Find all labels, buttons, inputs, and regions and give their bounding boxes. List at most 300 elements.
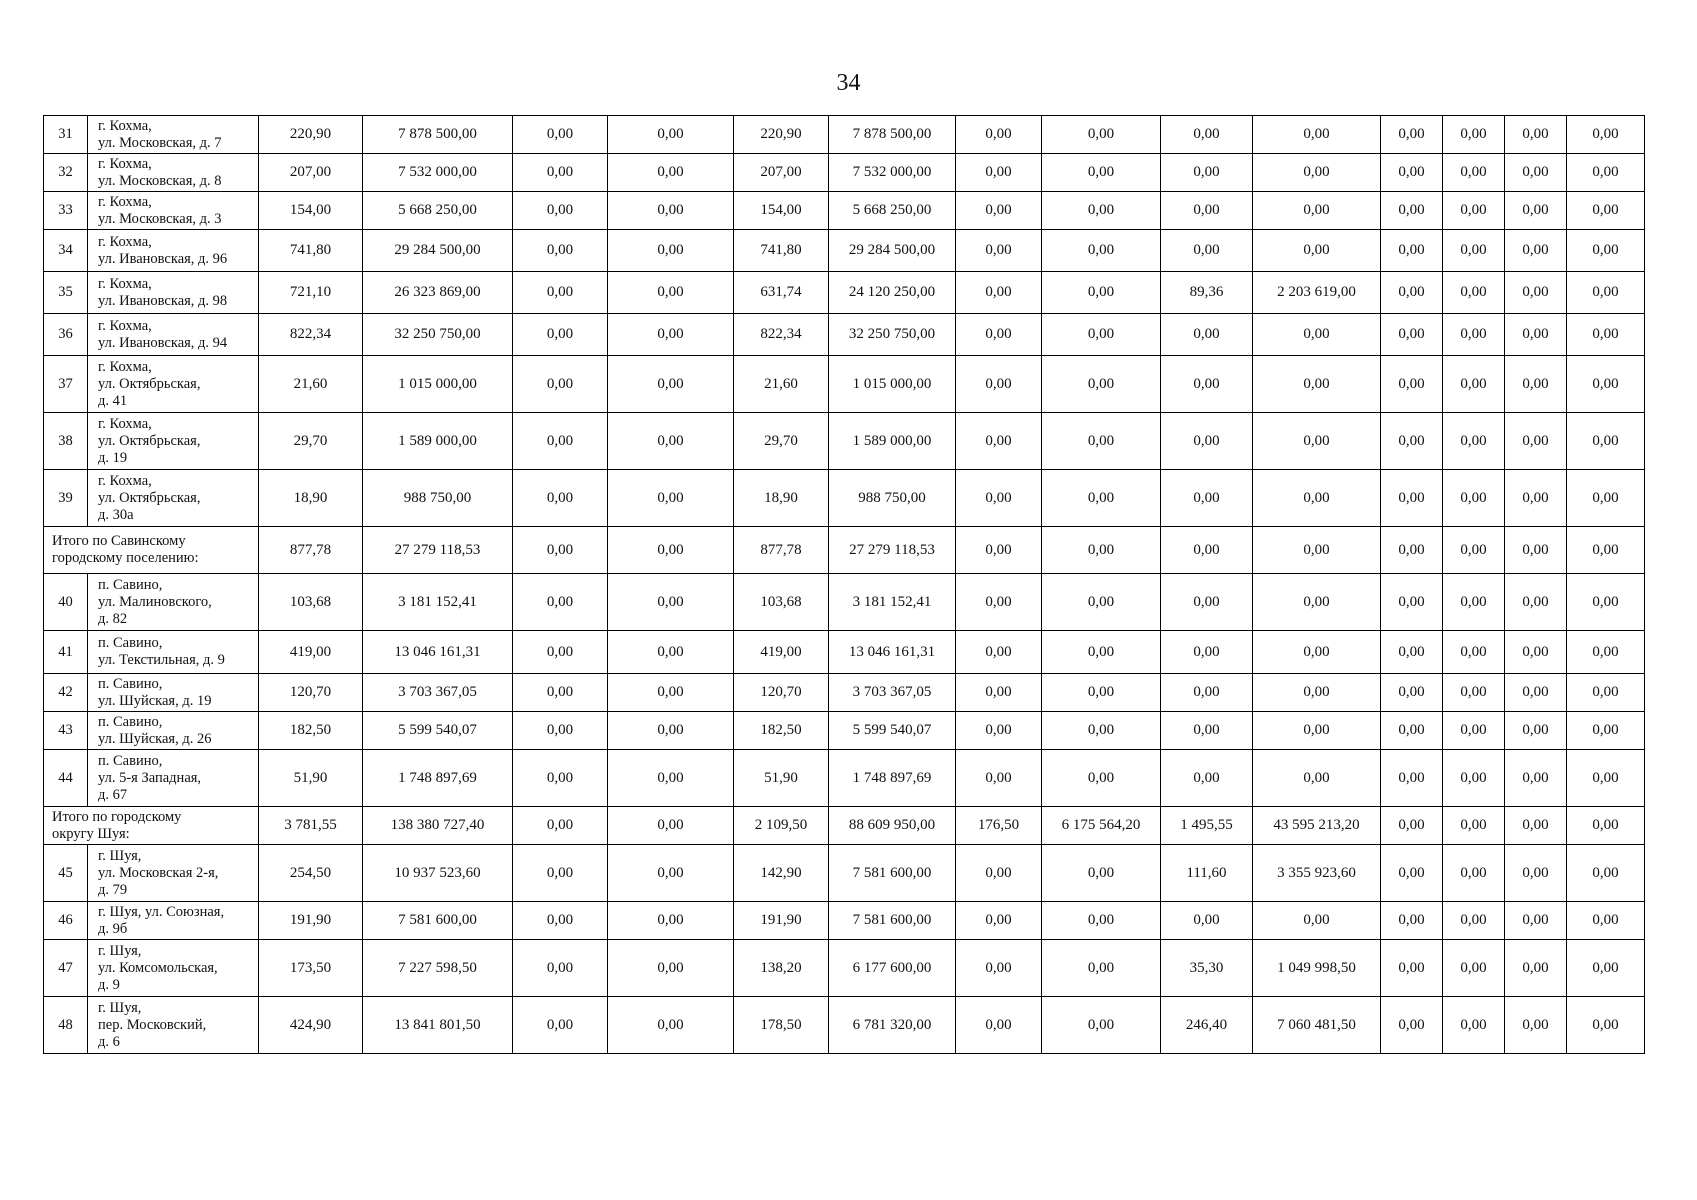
address-cell: г. Кохма, ул. Октябрьская, д. 30а bbox=[88, 470, 259, 527]
table-row bbox=[44, 116, 1645, 154]
value-cell: 0,00 bbox=[1042, 940, 1161, 997]
value-cell: 419,00 bbox=[734, 631, 829, 674]
value-cell: 0,00 bbox=[1161, 470, 1253, 527]
table-row bbox=[44, 750, 1645, 807]
value-cell: 254,50 bbox=[259, 845, 363, 902]
table-row bbox=[44, 940, 1645, 997]
value-cell: 0,00 bbox=[513, 807, 608, 845]
value-cell: 0,00 bbox=[1505, 807, 1567, 845]
value-cell: 0,00 bbox=[1381, 574, 1443, 631]
value-cell: 32 250 750,00 bbox=[363, 314, 513, 356]
value-cell: 0,00 bbox=[1443, 902, 1505, 940]
value-cell: 142,90 bbox=[734, 845, 829, 902]
value-cell: 1 049 998,50 bbox=[1253, 940, 1381, 997]
value-cell: 0,00 bbox=[1443, 674, 1505, 712]
value-cell: 3 355 923,60 bbox=[1253, 845, 1381, 902]
value-cell: 0,00 bbox=[1161, 574, 1253, 631]
value-cell: 0,00 bbox=[1567, 230, 1645, 272]
value-cell: 0,00 bbox=[1381, 356, 1443, 413]
value-cell: 0,00 bbox=[1443, 807, 1505, 845]
value-cell: 3 781,55 bbox=[259, 807, 363, 845]
value-cell: 3 703 367,05 bbox=[363, 674, 513, 712]
value-cell: 0,00 bbox=[1505, 574, 1567, 631]
value-cell: 0,00 bbox=[956, 116, 1042, 154]
address-cell: г. Кохма, ул. Октябрьская, д. 19 bbox=[88, 413, 259, 470]
value-cell: 27 279 118,53 bbox=[363, 527, 513, 574]
value-cell: 0,00 bbox=[1042, 527, 1161, 574]
value-cell: 1 015 000,00 bbox=[829, 356, 956, 413]
value-cell: 0,00 bbox=[1505, 230, 1567, 272]
value-cell: 1 748 897,69 bbox=[829, 750, 956, 807]
value-cell: 0,00 bbox=[513, 272, 608, 314]
value-cell: 89,36 bbox=[1161, 272, 1253, 314]
value-cell: 0,00 bbox=[1381, 807, 1443, 845]
value-cell: 0,00 bbox=[1161, 356, 1253, 413]
value-cell: 0,00 bbox=[1443, 314, 1505, 356]
value-cell: 0,00 bbox=[956, 356, 1042, 413]
value-cell: 0,00 bbox=[1381, 314, 1443, 356]
value-cell: 0,00 bbox=[513, 230, 608, 272]
value-cell: 207,00 bbox=[259, 154, 363, 192]
value-cell: 0,00 bbox=[1381, 470, 1443, 527]
value-cell: 0,00 bbox=[1567, 631, 1645, 674]
value-cell: 88 609 950,00 bbox=[829, 807, 956, 845]
page-number: 34 bbox=[836, 70, 861, 96]
value-cell: 0,00 bbox=[1381, 674, 1443, 712]
value-cell: 0,00 bbox=[1505, 902, 1567, 940]
value-cell: 0,00 bbox=[608, 997, 734, 1054]
row-number-cell: 31 bbox=[44, 116, 88, 154]
value-cell: 0,00 bbox=[1381, 230, 1443, 272]
value-cell: 0,00 bbox=[1253, 527, 1381, 574]
value-cell: 0,00 bbox=[1161, 116, 1253, 154]
address-cell: п. Савино, ул. Малиновского, д. 82 bbox=[88, 574, 259, 631]
value-cell: 0,00 bbox=[608, 750, 734, 807]
value-cell: 51,90 bbox=[734, 750, 829, 807]
value-cell: 2 203 619,00 bbox=[1253, 272, 1381, 314]
value-cell: 0,00 bbox=[1381, 527, 1443, 574]
value-cell: 1 495,55 bbox=[1161, 807, 1253, 845]
table-row bbox=[44, 356, 1645, 413]
table-total-row bbox=[44, 527, 1645, 574]
value-cell: 246,40 bbox=[1161, 997, 1253, 1054]
value-cell: 103,68 bbox=[259, 574, 363, 631]
value-cell: 32 250 750,00 bbox=[829, 314, 956, 356]
table-row bbox=[44, 314, 1645, 356]
value-cell: 0,00 bbox=[1042, 574, 1161, 631]
row-number-cell: 41 bbox=[44, 631, 88, 674]
value-cell: 0,00 bbox=[1253, 314, 1381, 356]
value-cell: 0,00 bbox=[513, 192, 608, 230]
value-cell: 0,00 bbox=[513, 470, 608, 527]
row-number-cell: 44 bbox=[44, 750, 88, 807]
value-cell: 0,00 bbox=[1443, 750, 1505, 807]
address-cell: г. Кохма, ул. Ивановская, д. 96 bbox=[88, 230, 259, 272]
value-cell: 0,00 bbox=[608, 314, 734, 356]
value-cell: 0,00 bbox=[1443, 631, 1505, 674]
value-cell: 822,34 bbox=[734, 314, 829, 356]
value-cell: 0,00 bbox=[608, 674, 734, 712]
value-cell: 0,00 bbox=[1567, 314, 1645, 356]
value-cell: 0,00 bbox=[956, 192, 1042, 230]
row-number-cell: 39 bbox=[44, 470, 88, 527]
row-number-cell: 38 bbox=[44, 413, 88, 470]
value-cell: 0,00 bbox=[1443, 272, 1505, 314]
value-cell: 0,00 bbox=[1505, 470, 1567, 527]
value-cell: 1 015 000,00 bbox=[363, 356, 513, 413]
value-cell: 0,00 bbox=[1381, 712, 1443, 750]
value-cell: 0,00 bbox=[956, 712, 1042, 750]
value-cell: 7 227 598,50 bbox=[363, 940, 513, 997]
value-cell: 0,00 bbox=[513, 674, 608, 712]
value-cell: 721,10 bbox=[259, 272, 363, 314]
value-cell: 0,00 bbox=[1042, 902, 1161, 940]
value-cell: 0,00 bbox=[1253, 413, 1381, 470]
value-cell: 0,00 bbox=[513, 527, 608, 574]
value-cell: 0,00 bbox=[956, 314, 1042, 356]
value-cell: 0,00 bbox=[608, 154, 734, 192]
value-cell: 0,00 bbox=[513, 356, 608, 413]
value-cell: 3 181 152,41 bbox=[829, 574, 956, 631]
row-number-cell: 40 bbox=[44, 574, 88, 631]
value-cell: 207,00 bbox=[734, 154, 829, 192]
value-cell: 0,00 bbox=[1567, 712, 1645, 750]
row-number-cell: 36 bbox=[44, 314, 88, 356]
value-cell: 29,70 bbox=[259, 413, 363, 470]
value-cell: 29,70 bbox=[734, 413, 829, 470]
value-cell: 0,00 bbox=[1567, 116, 1645, 154]
value-cell: 0,00 bbox=[608, 192, 734, 230]
value-cell: 0,00 bbox=[1042, 413, 1161, 470]
value-cell: 1 748 897,69 bbox=[363, 750, 513, 807]
value-cell: 220,90 bbox=[259, 116, 363, 154]
table-row bbox=[44, 997, 1645, 1054]
value-cell: 2 109,50 bbox=[734, 807, 829, 845]
value-cell: 0,00 bbox=[1161, 314, 1253, 356]
value-cell: 18,90 bbox=[734, 470, 829, 527]
value-cell: 10 937 523,60 bbox=[363, 845, 513, 902]
value-cell: 138,20 bbox=[734, 940, 829, 997]
value-cell: 7 878 500,00 bbox=[829, 116, 956, 154]
value-cell: 0,00 bbox=[1505, 845, 1567, 902]
value-cell: 0,00 bbox=[1567, 413, 1645, 470]
value-cell: 0,00 bbox=[1042, 116, 1161, 154]
value-cell: 0,00 bbox=[1567, 272, 1645, 314]
value-cell: 0,00 bbox=[1381, 997, 1443, 1054]
address-cell: г. Кохма, ул. Московская, д. 3 bbox=[88, 192, 259, 230]
value-cell: 419,00 bbox=[259, 631, 363, 674]
value-cell: 0,00 bbox=[1042, 272, 1161, 314]
value-cell: 0,00 bbox=[1161, 750, 1253, 807]
value-cell: 0,00 bbox=[956, 574, 1042, 631]
value-cell: 0,00 bbox=[1161, 413, 1253, 470]
value-cell: 0,00 bbox=[1161, 192, 1253, 230]
value-cell: 3 181 152,41 bbox=[363, 574, 513, 631]
value-cell: 0,00 bbox=[1253, 902, 1381, 940]
address-cell: г. Шуя, ул. Комсомольская, д. 9 bbox=[88, 940, 259, 997]
value-cell: 6 781 320,00 bbox=[829, 997, 956, 1054]
row-number-cell: 46 bbox=[44, 902, 88, 940]
value-cell: 6 175 564,20 bbox=[1042, 807, 1161, 845]
value-cell: 0,00 bbox=[1253, 674, 1381, 712]
value-cell: 0,00 bbox=[513, 413, 608, 470]
table-body bbox=[44, 116, 1645, 1054]
value-cell: 0,00 bbox=[1042, 750, 1161, 807]
row-number-cell: 34 bbox=[44, 230, 88, 272]
value-cell: 0,00 bbox=[1381, 154, 1443, 192]
value-cell: 0,00 bbox=[956, 997, 1042, 1054]
value-cell: 0,00 bbox=[1505, 997, 1567, 1054]
address-cell: г. Шуя, ул. Московская 2-я, д. 79 bbox=[88, 845, 259, 902]
value-cell: 0,00 bbox=[1505, 192, 1567, 230]
total-label-cell: Итого по Савинскому городскому поселению: bbox=[44, 527, 259, 574]
value-cell: 0,00 bbox=[513, 902, 608, 940]
row-number-cell: 37 bbox=[44, 356, 88, 413]
value-cell: 1 589 000,00 bbox=[363, 413, 513, 470]
value-cell: 0,00 bbox=[1505, 631, 1567, 674]
value-cell: 154,00 bbox=[734, 192, 829, 230]
housing-program-table bbox=[43, 115, 1645, 1054]
row-number-cell: 35 bbox=[44, 272, 88, 314]
value-cell: 7 581 600,00 bbox=[363, 902, 513, 940]
row-number-cell: 32 bbox=[44, 154, 88, 192]
value-cell: 0,00 bbox=[1161, 230, 1253, 272]
value-cell: 0,00 bbox=[1505, 116, 1567, 154]
value-cell: 176,50 bbox=[956, 807, 1042, 845]
value-cell: 0,00 bbox=[1042, 192, 1161, 230]
value-cell: 138 380 727,40 bbox=[363, 807, 513, 845]
value-cell: 0,00 bbox=[956, 902, 1042, 940]
value-cell: 0,00 bbox=[1253, 154, 1381, 192]
value-cell: 877,78 bbox=[259, 527, 363, 574]
address-cell: г. Шуя, ул. Союзная, д. 9б bbox=[88, 902, 259, 940]
value-cell: 0,00 bbox=[1505, 527, 1567, 574]
value-cell: 0,00 bbox=[1161, 674, 1253, 712]
value-cell: 0,00 bbox=[956, 230, 1042, 272]
value-cell: 0,00 bbox=[608, 845, 734, 902]
value-cell: 0,00 bbox=[1443, 845, 1505, 902]
value-cell: 0,00 bbox=[1381, 631, 1443, 674]
value-cell: 0,00 bbox=[1381, 750, 1443, 807]
value-cell: 7 060 481,50 bbox=[1253, 997, 1381, 1054]
value-cell: 0,00 bbox=[1567, 574, 1645, 631]
value-cell: 0,00 bbox=[1253, 631, 1381, 674]
address-cell: г. Кохма, ул. Октябрьская, д. 41 bbox=[88, 356, 259, 413]
table-row bbox=[44, 413, 1645, 470]
value-cell: 51,90 bbox=[259, 750, 363, 807]
table-row bbox=[44, 230, 1645, 272]
value-cell: 0,00 bbox=[1567, 154, 1645, 192]
value-cell: 0,00 bbox=[608, 230, 734, 272]
value-cell: 0,00 bbox=[1567, 997, 1645, 1054]
value-cell: 0,00 bbox=[513, 116, 608, 154]
address-cell: г. Шуя, пер. Московский, д. 6 bbox=[88, 997, 259, 1054]
value-cell: 0,00 bbox=[1567, 845, 1645, 902]
table-row bbox=[44, 470, 1645, 527]
value-cell: 631,74 bbox=[734, 272, 829, 314]
value-cell: 0,00 bbox=[1567, 356, 1645, 413]
value-cell: 7 878 500,00 bbox=[363, 116, 513, 154]
address-cell: г. Кохма, ул. Московская, д. 7 bbox=[88, 116, 259, 154]
value-cell: 0,00 bbox=[1042, 154, 1161, 192]
value-cell: 0,00 bbox=[1567, 470, 1645, 527]
value-cell: 0,00 bbox=[1567, 940, 1645, 997]
value-cell: 0,00 bbox=[513, 845, 608, 902]
value-cell: 182,50 bbox=[734, 712, 829, 750]
row-number-cell: 48 bbox=[44, 997, 88, 1054]
value-cell: 3 703 367,05 bbox=[829, 674, 956, 712]
value-cell: 182,50 bbox=[259, 712, 363, 750]
value-cell: 0,00 bbox=[956, 674, 1042, 712]
address-cell: п. Савино, ул. Шуйская, д. 19 bbox=[88, 674, 259, 712]
value-cell: 0,00 bbox=[1042, 314, 1161, 356]
value-cell: 0,00 bbox=[1042, 356, 1161, 413]
value-cell: 173,50 bbox=[259, 940, 363, 997]
value-cell: 0,00 bbox=[608, 527, 734, 574]
value-cell: 13 841 801,50 bbox=[363, 997, 513, 1054]
value-cell: 0,00 bbox=[1042, 997, 1161, 1054]
row-number-cell: 43 bbox=[44, 712, 88, 750]
value-cell: 0,00 bbox=[956, 154, 1042, 192]
value-cell: 154,00 bbox=[259, 192, 363, 230]
value-cell: 0,00 bbox=[1505, 413, 1567, 470]
table-row bbox=[44, 154, 1645, 192]
value-cell: 0,00 bbox=[1505, 356, 1567, 413]
value-cell: 0,00 bbox=[1042, 230, 1161, 272]
value-cell: 120,70 bbox=[734, 674, 829, 712]
value-cell: 0,00 bbox=[1161, 902, 1253, 940]
value-cell: 0,00 bbox=[1443, 712, 1505, 750]
value-cell: 0,00 bbox=[608, 574, 734, 631]
value-cell: 0,00 bbox=[1042, 674, 1161, 712]
value-cell: 0,00 bbox=[956, 272, 1042, 314]
table-total-row bbox=[44, 807, 1645, 845]
value-cell: 0,00 bbox=[1381, 845, 1443, 902]
table-row bbox=[44, 192, 1645, 230]
value-cell: 0,00 bbox=[1567, 902, 1645, 940]
value-cell: 0,00 bbox=[1253, 574, 1381, 631]
value-cell: 0,00 bbox=[1443, 527, 1505, 574]
value-cell: 0,00 bbox=[513, 712, 608, 750]
address-cell: п. Савино, ул. Текстильная, д. 9 bbox=[88, 631, 259, 674]
value-cell: 120,70 bbox=[259, 674, 363, 712]
value-cell: 0,00 bbox=[1443, 116, 1505, 154]
value-cell: 877,78 bbox=[734, 527, 829, 574]
value-cell: 0,00 bbox=[1443, 413, 1505, 470]
value-cell: 0,00 bbox=[1505, 712, 1567, 750]
value-cell: 1 589 000,00 bbox=[829, 413, 956, 470]
value-cell: 0,00 bbox=[956, 940, 1042, 997]
table-row bbox=[44, 631, 1645, 674]
value-cell: 0,00 bbox=[1253, 750, 1381, 807]
value-cell: 18,90 bbox=[259, 470, 363, 527]
value-cell: 5 599 540,07 bbox=[363, 712, 513, 750]
value-cell: 741,80 bbox=[259, 230, 363, 272]
value-cell: 424,90 bbox=[259, 997, 363, 1054]
value-cell: 0,00 bbox=[1505, 314, 1567, 356]
value-cell: 0,00 bbox=[1443, 192, 1505, 230]
value-cell: 0,00 bbox=[1161, 631, 1253, 674]
value-cell: 7 532 000,00 bbox=[829, 154, 956, 192]
value-cell: 0,00 bbox=[1443, 470, 1505, 527]
value-cell: 0,00 bbox=[1567, 527, 1645, 574]
value-cell: 0,00 bbox=[1505, 154, 1567, 192]
value-cell: 0,00 bbox=[956, 413, 1042, 470]
address-cell: г. Кохма, ул. Московская, д. 8 bbox=[88, 154, 259, 192]
table-row bbox=[44, 674, 1645, 712]
table-row bbox=[44, 574, 1645, 631]
value-cell: 0,00 bbox=[1567, 807, 1645, 845]
value-cell: 0,00 bbox=[608, 356, 734, 413]
table-row bbox=[44, 712, 1645, 750]
value-cell: 7 581 600,00 bbox=[829, 845, 956, 902]
value-cell: 29 284 500,00 bbox=[363, 230, 513, 272]
row-number-cell: 42 bbox=[44, 674, 88, 712]
value-cell: 0,00 bbox=[513, 940, 608, 997]
value-cell: 0,00 bbox=[1381, 192, 1443, 230]
value-cell: 43 595 213,20 bbox=[1253, 807, 1381, 845]
value-cell: 220,90 bbox=[734, 116, 829, 154]
value-cell: 191,90 bbox=[734, 902, 829, 940]
value-cell: 0,00 bbox=[608, 116, 734, 154]
row-number-cell: 33 bbox=[44, 192, 88, 230]
value-cell: 0,00 bbox=[1443, 356, 1505, 413]
value-cell: 0,00 bbox=[608, 902, 734, 940]
value-cell: 0,00 bbox=[956, 750, 1042, 807]
value-cell: 0,00 bbox=[608, 631, 734, 674]
address-cell: п. Савино, ул. 5-я Западная, д. 67 bbox=[88, 750, 259, 807]
address-cell: п. Савино, ул. Шуйская, д. 26 bbox=[88, 712, 259, 750]
value-cell: 0,00 bbox=[1443, 940, 1505, 997]
value-cell: 29 284 500,00 bbox=[829, 230, 956, 272]
value-cell: 0,00 bbox=[608, 413, 734, 470]
value-cell: 0,00 bbox=[608, 940, 734, 997]
value-cell: 0,00 bbox=[1161, 154, 1253, 192]
value-cell: 0,00 bbox=[1381, 272, 1443, 314]
table-row bbox=[44, 272, 1645, 314]
value-cell: 0,00 bbox=[1381, 116, 1443, 154]
value-cell: 0,00 bbox=[1253, 116, 1381, 154]
value-cell: 21,60 bbox=[734, 356, 829, 413]
value-cell: 0,00 bbox=[513, 154, 608, 192]
value-cell: 24 120 250,00 bbox=[829, 272, 956, 314]
total-label-cell: Итого по городскому округу Шуя: bbox=[44, 807, 259, 845]
value-cell: 0,00 bbox=[1042, 470, 1161, 527]
value-cell: 0,00 bbox=[608, 712, 734, 750]
value-cell: 0,00 bbox=[1253, 356, 1381, 413]
value-cell: 0,00 bbox=[1042, 631, 1161, 674]
value-cell: 5 668 250,00 bbox=[363, 192, 513, 230]
value-cell: 0,00 bbox=[1042, 712, 1161, 750]
value-cell: 741,80 bbox=[734, 230, 829, 272]
value-cell: 0,00 bbox=[1253, 470, 1381, 527]
value-cell: 0,00 bbox=[513, 750, 608, 807]
value-cell: 988 750,00 bbox=[829, 470, 956, 527]
value-cell: 822,34 bbox=[259, 314, 363, 356]
table-row bbox=[44, 845, 1645, 902]
value-cell: 191,90 bbox=[259, 902, 363, 940]
value-cell: 0,00 bbox=[1253, 192, 1381, 230]
value-cell: 7 581 600,00 bbox=[829, 902, 956, 940]
value-cell: 0,00 bbox=[1505, 272, 1567, 314]
value-cell: 0,00 bbox=[513, 631, 608, 674]
value-cell: 111,60 bbox=[1161, 845, 1253, 902]
value-cell: 0,00 bbox=[1505, 750, 1567, 807]
value-cell: 0,00 bbox=[1567, 192, 1645, 230]
value-cell: 0,00 bbox=[1381, 413, 1443, 470]
value-cell: 7 532 000,00 bbox=[363, 154, 513, 192]
value-cell: 13 046 161,31 bbox=[829, 631, 956, 674]
